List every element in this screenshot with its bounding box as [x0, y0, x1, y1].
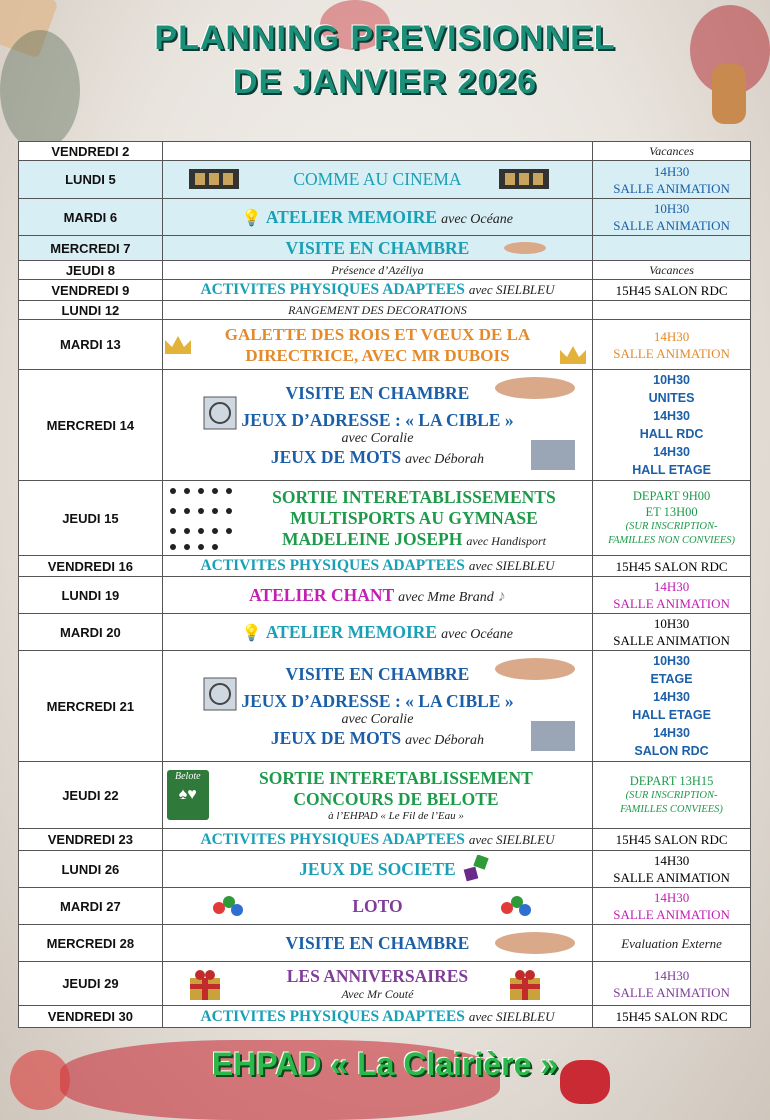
activity-title: ACTIVITES PHYSIQUES ADAPTEES — [200, 557, 465, 574]
activity-cell — [162, 370, 592, 481]
activity-title: SORTIE INTERETABLISSEMENTS — [272, 486, 556, 507]
crown-icon — [558, 344, 588, 366]
info-line: SALLE ANIMATION — [613, 907, 730, 922]
info-line: Evaluation Externe — [621, 935, 722, 951]
info-line: 10H30 — [653, 654, 690, 668]
info-line: HALL ETAGE — [632, 708, 711, 722]
activity-title: JEUX D’ADRESSE : « LA CIBLE » — [241, 690, 514, 711]
activity-host: avec Déborah — [405, 732, 485, 748]
info-line: 15H45 SALON RDC — [615, 282, 728, 298]
day-label: JEUDI 15 — [19, 481, 163, 556]
info-line: 14H30 — [653, 853, 690, 868]
info-line: 10H30 — [653, 201, 690, 216]
info-line: 15H45 SALON RDC — [615, 832, 728, 847]
lightbulb-icon: 💡 — [241, 209, 262, 227]
info-cell — [593, 829, 751, 851]
info-line: (SUR INSCRIPTION- — [625, 521, 718, 532]
sports-pictograms-icon — [165, 483, 235, 553]
info-cell — [593, 161, 751, 199]
info-cell — [593, 888, 751, 925]
activity-cell — [162, 236, 592, 261]
activity-cell — [162, 1006, 592, 1028]
day-label: VENDREDI 2 — [19, 142, 163, 161]
activity-host: avec Handisport — [466, 533, 546, 548]
activity-title: ATELIER CHANT — [249, 584, 395, 605]
info-cell — [593, 199, 751, 236]
activity-host: avec Coralie — [341, 430, 414, 446]
hands-icon — [493, 655, 577, 683]
hands-icon — [493, 929, 577, 957]
hands-icon — [503, 241, 547, 255]
activity-title: ATELIER MEMOIRE — [265, 621, 438, 642]
info-line: 14H30 — [653, 409, 690, 423]
activity-title: LES ANNIVERSAIRES — [286, 965, 469, 986]
activity-title: JEUX DE SOCIETE — [299, 858, 456, 879]
info-line: SALON RDC — [634, 744, 709, 758]
day-label: JEUDI 22 — [19, 762, 163, 829]
day-label: JEUDI 8 — [19, 261, 163, 280]
day-label: JEUDI 29 — [19, 962, 163, 1006]
activity-cell — [162, 962, 592, 1006]
activity-host: avec SIELBLEU — [468, 558, 555, 573]
activity-title: MULTISPORTS AU GYMNASE — [290, 507, 538, 528]
info-line: 14H30 — [653, 163, 690, 179]
info-cell — [593, 1006, 751, 1028]
footer-ehpad-name: EHPAD « La Clairière » — [211, 1046, 559, 1082]
day-label: MERCREDI 28 — [19, 925, 163, 962]
activity-title: CONCOURS DE BELOTE — [293, 789, 499, 809]
day-label: VENDREDI 9 — [19, 280, 163, 301]
day-label: LUNDI 12 — [19, 301, 163, 320]
activity-title: VISITE EN CHAMBRE — [285, 237, 470, 258]
activity-cell — [162, 851, 592, 888]
info-cell — [593, 142, 751, 161]
info-cell — [593, 236, 751, 261]
activity-cell — [162, 651, 592, 762]
info-line: DEPART 13H15 — [629, 774, 714, 788]
target-icon — [203, 677, 237, 711]
activity-host: avec Coralie — [341, 711, 414, 727]
activity-title: ACTIVITES PHYSIQUES ADAPTEES — [200, 830, 465, 848]
title-line-2: DE JANVIER 2026 — [232, 63, 538, 101]
day-label: MERCREDI 14 — [19, 370, 163, 481]
info-line: SALLE ANIMATION — [613, 180, 730, 196]
day-label: VENDREDI 30 — [19, 1006, 163, 1028]
info-cell — [593, 577, 751, 614]
info-line: FAMILLES CONVIEES) — [620, 804, 723, 815]
title-line-1: PLANNING PREVISIONNEL — [154, 19, 616, 57]
target-icon — [203, 396, 237, 430]
activity-title: JEUX D’ADRESSE : « LA CIBLE » — [241, 409, 514, 430]
day-label: MARDI 20 — [19, 614, 163, 651]
info-line: Vacances — [649, 144, 694, 158]
activity-cell — [162, 261, 592, 280]
gift-icon — [187, 966, 223, 1002]
activity-title: SORTIE INTERETABLISSEMENT — [259, 768, 533, 788]
activity-location: à l’EHPAD « Le Fil de l’Eau » — [328, 810, 464, 822]
activity-title: LOTO — [352, 895, 403, 916]
info-line: ET 13H00 — [645, 505, 698, 519]
activity-title: MADELEINE JOSEPH — [281, 528, 463, 549]
activity-title: ACTIVITES PHYSIQUES ADAPTEES — [200, 1007, 465, 1025]
info-line: HALL RDC — [639, 427, 704, 441]
info-line: Vacances — [649, 263, 694, 277]
info-line: 14H30 — [653, 328, 690, 344]
belote-cards-icon: Belote ♠♥ — [167, 770, 209, 820]
info-cell — [593, 261, 751, 280]
activity-cell — [162, 142, 592, 161]
info-cell — [593, 370, 751, 481]
activity-title: JEUX DE MOTS — [270, 446, 402, 467]
info-cell — [593, 481, 751, 556]
activity-host: avec Mme Brand — [398, 589, 494, 605]
day-label: LUNDI 26 — [19, 851, 163, 888]
info-line: DEPART 9H00 — [632, 489, 711, 503]
activity-cell — [162, 320, 592, 370]
activity-host: Avec Mr Couté — [341, 986, 414, 1001]
info-line: ETAGE — [650, 672, 693, 686]
crown-icon — [163, 334, 193, 356]
film-strip-icon — [189, 164, 239, 194]
info-line: 14H30 — [653, 579, 690, 594]
activity-host: avec SIELBLEU — [468, 1008, 555, 1024]
info-cell — [593, 962, 751, 1006]
day-label: MARDI 13 — [19, 320, 163, 370]
word-grid-icon — [531, 440, 575, 470]
activity-cell — [162, 888, 592, 925]
day-label: MARDI 6 — [19, 199, 163, 236]
activity-cell — [162, 614, 592, 651]
activity-title: ATELIER MEMOIRE — [265, 206, 438, 227]
day-label: MERCREDI 21 — [19, 651, 163, 762]
info-line: SALLE ANIMATION — [613, 984, 730, 1000]
activity-cell — [162, 577, 592, 614]
info-line: SALLE ANIMATION — [613, 218, 730, 233]
info-cell — [593, 762, 751, 829]
day-label: VENDREDI 23 — [19, 829, 163, 851]
activity-title: ACTIVITES PHYSIQUES ADAPTEES — [200, 281, 465, 298]
activity-cell — [162, 161, 592, 199]
info-cell — [593, 925, 751, 962]
info-cell — [593, 301, 751, 320]
info-line: 14H30 — [653, 690, 690, 704]
info-cell — [593, 651, 751, 762]
activity-title: COMME AU CINEMA — [293, 169, 462, 189]
activity-cell — [162, 829, 592, 851]
info-line: 14H30 — [653, 967, 690, 983]
info-line: 15H45 SALON RDC — [615, 1009, 728, 1024]
info-cell — [593, 556, 751, 577]
activity-cell — [162, 762, 592, 829]
info-line: UNITES — [648, 391, 695, 405]
info-cell — [593, 280, 751, 301]
activity-cell — [162, 199, 592, 236]
activity-host: avec Océane — [441, 626, 514, 642]
activity-title: VISITE EN CHAMBRE — [285, 663, 470, 684]
activity-title: VISITE EN CHAMBRE — [285, 382, 470, 403]
planning-table — [18, 141, 751, 1028]
loto-balls-icon — [211, 894, 245, 918]
day-label: LUNDI 5 — [19, 161, 163, 199]
belote-label: Belote — [175, 771, 201, 782]
singer-icon: ♪ — [497, 587, 506, 605]
hands-icon — [493, 374, 577, 402]
gift-icon — [507, 966, 543, 1002]
activity-host: avec Déborah — [405, 451, 485, 467]
info-line: SALLE ANIMATION — [613, 345, 730, 361]
info-cell — [593, 320, 751, 370]
loto-balls-icon — [499, 894, 533, 918]
info-cell — [593, 851, 751, 888]
lightbulb-icon: 💡 — [241, 624, 262, 642]
activity-cell — [162, 925, 592, 962]
info-line: HALL ETAGE — [632, 463, 711, 477]
day-label: MARDI 27 — [19, 888, 163, 925]
info-line: 14H30 — [653, 445, 690, 459]
info-line: 15H45 SALON RDC — [615, 558, 728, 574]
info-line: 10H30 — [653, 616, 690, 631]
dice-icon — [463, 855, 491, 883]
info-line: 14H30 — [653, 890, 690, 905]
info-line: SALLE ANIMATION — [613, 596, 730, 611]
activity-title: GALETTE DES ROIS ET VŒUX DE LA DIRECTRICE, AVEC MR DUBOIS — [224, 324, 531, 365]
activity-cell — [162, 481, 592, 556]
activity-title: JEUX DE MOTS — [270, 727, 402, 748]
activity-host: avec Océane — [441, 211, 514, 227]
info-line: SALLE ANIMATION — [613, 870, 730, 885]
day-label: MERCREDI 7 — [19, 236, 163, 261]
activity-title: RANGEMENT DES DECORATIONS — [288, 303, 467, 317]
activity-cell — [162, 556, 592, 577]
day-label: VENDREDI 16 — [19, 556, 163, 577]
activity-cell — [162, 280, 592, 301]
activity-host: avec SIELBLEU — [468, 282, 555, 297]
activity-title: VISITE EN CHAMBRE — [285, 932, 470, 953]
info-line: (SUR INSCRIPTION- — [625, 790, 718, 801]
activity-host: avec SIELBLEU — [468, 831, 555, 847]
info-line: SALLE ANIMATION — [613, 633, 730, 648]
film-strip-icon — [499, 164, 549, 194]
info-line: 14H30 — [653, 726, 690, 740]
activity-cell — [162, 301, 592, 320]
page-title — [0, 8, 770, 102]
activity-title: Présence d’Azéliya — [331, 263, 424, 277]
info-line: FAMILLES NON CONVIEES) — [608, 535, 736, 546]
info-line: 10H30 — [653, 373, 690, 387]
word-grid-icon — [531, 721, 575, 751]
day-label: LUNDI 19 — [19, 577, 163, 614]
info-cell — [593, 614, 751, 651]
